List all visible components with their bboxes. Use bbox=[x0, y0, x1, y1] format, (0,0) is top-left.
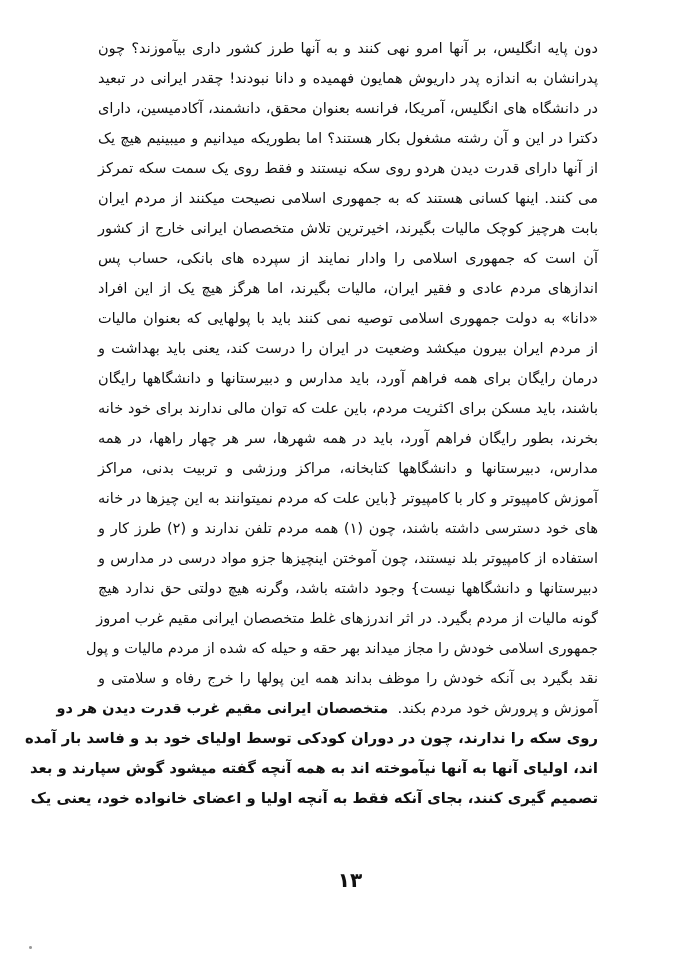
text-line: آن است که جمهوری اسلامی را وادار نمایند از سپرده های بانکی، حساب پس bbox=[98, 251, 598, 267]
scan-speck bbox=[29, 946, 32, 949]
mixed-line-normal: آموزش و پرورش خود مردم بکند. bbox=[397, 701, 598, 717]
body-text bbox=[25, 34, 599, 814]
text-line: در دانشگاه های انگلیس، آمریکا، فرانسه بعنوان محقق، دانشمند، آکادمیسین، دارای bbox=[98, 101, 598, 117]
text-line: گونه مالیات از مردم بگیرد. در اثر اندرزهای غلط متخصصان ایرانی مقیم غرب امروز bbox=[96, 611, 598, 627]
text-line: بابت هرچیز کوچک مالیات بگیرند، اخیرترین تلاش متخصصان ایرانی خارج از کشور bbox=[98, 221, 598, 237]
bold-text-line: روی سکه را ندارند، چون در دوران کودکی توسط اولیای خود بد و فاسد بار آمده bbox=[25, 730, 598, 747]
text-line: دکترا در این و آن رشته مشغول بکار هستند؟ اما بطوریکه میدانیم و میبینیم هیچ یک bbox=[98, 131, 598, 147]
text-line: پدرانشان به اندازه پدر داریوش همایون فهمیده و دانا نبودند! چقدر ایرانی در تبعید bbox=[98, 71, 598, 87]
page-number: ۱۳ bbox=[337, 868, 363, 892]
text-line: درمان رایگان برای همه فراهم آورد، باید مدارس و دبیرستانها و دانشگاهها رایگان bbox=[98, 371, 598, 387]
text-line: دون پایه انگلیس، بر آنها امرو نهی کنند و به آنها طرز کشور داری بیآموزند؟ چون bbox=[98, 41, 598, 57]
text-line: مدارس، دبیرستانها و دانشگاهها کتابخانه، مراکز ورزشی و تربیت بدنی، مراکز bbox=[98, 461, 598, 477]
mixed-line-bold: متخصصان ایرانی مقیم غرب قدرت دیدن هر دو bbox=[56, 701, 389, 717]
bold-text-line: تصمیم گیری کنند، بجای آنکه فقط به آنچه اولیا و اعضای خانواده خود، یعنی یک bbox=[30, 790, 598, 807]
text-line: اندازهای مردم عادی و فقیر ایران، مالیات بگیرند، اما هرگز هیچ یک از این افراد bbox=[98, 281, 598, 297]
text-line: دبیرستانها و دانشگاهها نیست} وجود داشته باشد، وگرنه هیچ دولتی حق ندارد هیچ bbox=[98, 581, 598, 597]
text-line: باشند، باید مسکن برای اکثریت مردم، باین علت که توان مالی ندارند برای خود خانه bbox=[98, 401, 598, 417]
text-line: می کنند. اینها کسانی هستند که به جمهوری اسلامی نصیحت میکنند از مردم ایران bbox=[98, 191, 598, 207]
text-line: نقد بگیرد بی آنکه خودش را موظف بداند همه این پولها را خرج رفاه و سلامتی و bbox=[98, 671, 598, 687]
text-line: استفاده از کامپیوتر بلد نیستند، چون آموختن اینچیزها جزو مواد درسی در مدارس و bbox=[98, 551, 598, 567]
text-line: آموزش کامپیوتر و کار با کامپیوتر {باین علت که مردم نمیتوانند به این چیزها در خانه bbox=[98, 491, 598, 507]
mixed-text-line bbox=[56, 694, 598, 724]
text-line: جمهوری اسلامی خودش را مجاز میداند بهر حقه و حیله که شده از مردم مالیات و پول bbox=[85, 641, 598, 657]
text-line: از آنها دارای قدرت دیدن هردو روی سکه نیستند و فقط روی یک سمت سکه تمرکز bbox=[98, 161, 598, 177]
bold-text-line: اند، اولیای آنها به آنها نیآموخته اند به همه آنچه گفته میشود گوش سپارند و بعد bbox=[30, 760, 598, 777]
text-line: از مردم ایران بیرون میکشد وضعیت در ایران را درست کند، یعنی باید بهداشت و bbox=[98, 341, 598, 357]
text-line: «دانا» به دولت جمهوری اسلامی توصیه نمی کنند باید با پولهایی که بعنوان مالیات bbox=[98, 311, 598, 327]
text-line: های خود دسترسی داشته باشند، چون (۱) همه مردم تلفن ندارند و (۲) طرز کار و bbox=[98, 521, 599, 537]
text-line: بخرند، بطور رایگان فراهم آورد، باید در همه شهرها، سر هر چهار راهها، در همه bbox=[98, 431, 598, 447]
